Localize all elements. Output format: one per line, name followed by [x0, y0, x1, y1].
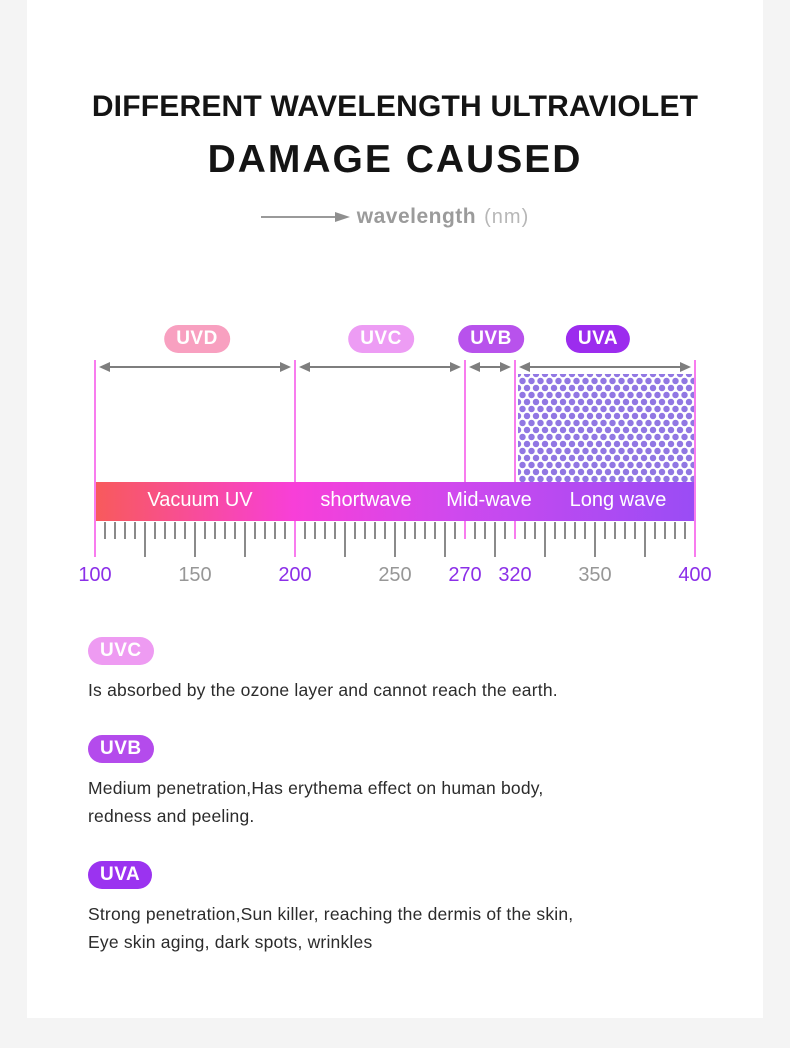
ruler-tick [434, 522, 436, 539]
range-arrow-uva [519, 362, 691, 372]
section-text-line: Strong penetration,Sun killer, reaching the dermis of the skin, [88, 904, 574, 924]
ruler-tick [204, 522, 206, 539]
wavelength-axis-caption [27, 203, 763, 231]
ruler-tick [494, 522, 496, 557]
ruler-tick [124, 522, 126, 539]
ruler-tick [304, 522, 306, 539]
section-text-line: Is absorbed by the ozone layer and cannot reach the earth. [88, 680, 558, 700]
guide-line [694, 360, 696, 522]
ruler-tick [454, 522, 456, 539]
ruler-tick [394, 522, 396, 557]
ruler-tick [644, 522, 646, 557]
wavelength-axis-unit: (nm) [484, 205, 530, 228]
ruler-tick [574, 522, 576, 539]
section-text-line: redness and peeling. [88, 806, 255, 826]
range-arrow-line [305, 366, 455, 368]
page-card [27, 0, 763, 1018]
ruler-tick [374, 522, 376, 539]
ruler-tick [654, 522, 656, 539]
section-badge-uvb: UVB [88, 735, 154, 763]
section-uva [88, 861, 736, 956]
ruler-tick [294, 522, 296, 557]
wavelength-arrow-line [261, 216, 335, 218]
section-uvc [88, 637, 736, 704]
ruler-tick [464, 522, 466, 539]
ruler-tick [664, 522, 666, 539]
arrowhead-right-icon [450, 362, 461, 372]
ruler-tick [344, 522, 346, 557]
ruler-tick [474, 522, 476, 539]
wavelength-arrow-icon [335, 212, 350, 222]
section-uvb [88, 735, 736, 830]
ruler-number-320: 320 [498, 564, 532, 586]
ruler-tick [484, 522, 486, 539]
ruler-tick [674, 522, 676, 539]
section-text-line: Eye skin aging, dark spots, wrinkles [88, 932, 373, 952]
ruler-tick [174, 522, 176, 539]
section-badge-uva: UVA [88, 861, 152, 889]
ruler-tick [254, 522, 256, 539]
arrowhead-left-icon [469, 362, 480, 372]
ruler-tick [384, 522, 386, 539]
arrowhead-left-icon [99, 362, 110, 372]
ruler-number-250: 250 [378, 564, 412, 586]
section-text-line: Medium penetration,Has erythema effect on human body, [88, 778, 544, 798]
band-badge-uvd: UVD [164, 325, 230, 353]
uva-dot-pattern [518, 374, 695, 482]
ruler-tick [104, 522, 106, 539]
band-badge-uva: UVA [566, 325, 630, 353]
section-badge-uvc: UVC [88, 637, 154, 665]
ruler-tick [684, 522, 686, 539]
ruler-number-400: 400 [678, 564, 712, 586]
ruler-tick [424, 522, 426, 539]
uv-wavelength-scale-diagram [27, 310, 763, 610]
range-arrow-line [525, 366, 685, 368]
ruler-tick [514, 522, 516, 539]
wavelength-axis-label: wavelength [356, 205, 477, 228]
ruler-tick [364, 522, 366, 539]
ruler-tick [524, 522, 526, 539]
ruler-number-350: 350 [578, 564, 612, 586]
range-arrow-uvd [99, 362, 291, 372]
ruler-tick [154, 522, 156, 539]
ruler-number-100: 100 [78, 564, 112, 586]
ruler-number-270: 270 [448, 564, 482, 586]
ruler-tick [604, 522, 606, 539]
ruler-tick [334, 522, 336, 539]
ruler-tick [224, 522, 226, 539]
ruler-tick [234, 522, 236, 539]
ruler-tick [404, 522, 406, 539]
band-badge-uvb: UVB [458, 325, 524, 353]
ruler-tick [544, 522, 546, 557]
ruler-tick [184, 522, 186, 539]
ruler-tick [324, 522, 326, 539]
range-arrow-uvc [299, 362, 461, 372]
ruler-tick [624, 522, 626, 539]
page-title-line1: DIFFERENT WAVELENGTH ULTRAVIOLET [91, 90, 699, 123]
arrowhead-right-icon [280, 362, 291, 372]
ruler-tick [134, 522, 136, 539]
ruler-tick [274, 522, 276, 539]
arrowhead-left-icon [299, 362, 310, 372]
ruler-tick [264, 522, 266, 539]
ruler-tick [504, 522, 506, 539]
ruler-tick [314, 522, 316, 539]
page-title-line2: DAMAGE CAUSED [207, 138, 583, 181]
uv-descriptions [88, 630, 736, 956]
ruler-tick [214, 522, 216, 539]
ruler-tick [554, 522, 556, 539]
ruler-tick [634, 522, 636, 539]
arrowhead-left-icon [519, 362, 530, 372]
ruler-tick [194, 522, 196, 557]
arrowhead-right-icon [680, 362, 691, 372]
bar-segment-label-vacuum-uv: Vacuum UV [147, 489, 253, 511]
ruler-tick [354, 522, 356, 539]
ruler-number-150: 150 [178, 564, 212, 586]
ruler-tick [284, 522, 286, 539]
ruler-tick [414, 522, 416, 539]
spectrum-gradient-bar [96, 482, 694, 521]
ruler-tick [564, 522, 566, 539]
ruler-tick [694, 522, 696, 557]
ruler-tick [594, 522, 596, 557]
ruler-number-200: 200 [278, 564, 312, 586]
ruler-tick [144, 522, 146, 557]
range-arrow-line [105, 366, 285, 368]
ruler-tick [584, 522, 586, 539]
bar-segment-label-mid-wave: Mid-wave [446, 489, 532, 511]
ruler-tick [244, 522, 246, 557]
ruler-tick [444, 522, 446, 557]
arrowhead-right-icon [500, 362, 511, 372]
ruler-tick [114, 522, 116, 539]
range-arrow-uvb [469, 362, 511, 372]
band-badge-uvc: UVC [348, 325, 414, 353]
ruler-tick [614, 522, 616, 539]
bar-segment-label-long-wave: Long wave [569, 489, 667, 511]
ruler-tick [164, 522, 166, 539]
bar-segment-label-shortwave: shortwave [320, 489, 412, 511]
ruler-tick [94, 522, 96, 557]
ruler-tick [534, 522, 536, 539]
